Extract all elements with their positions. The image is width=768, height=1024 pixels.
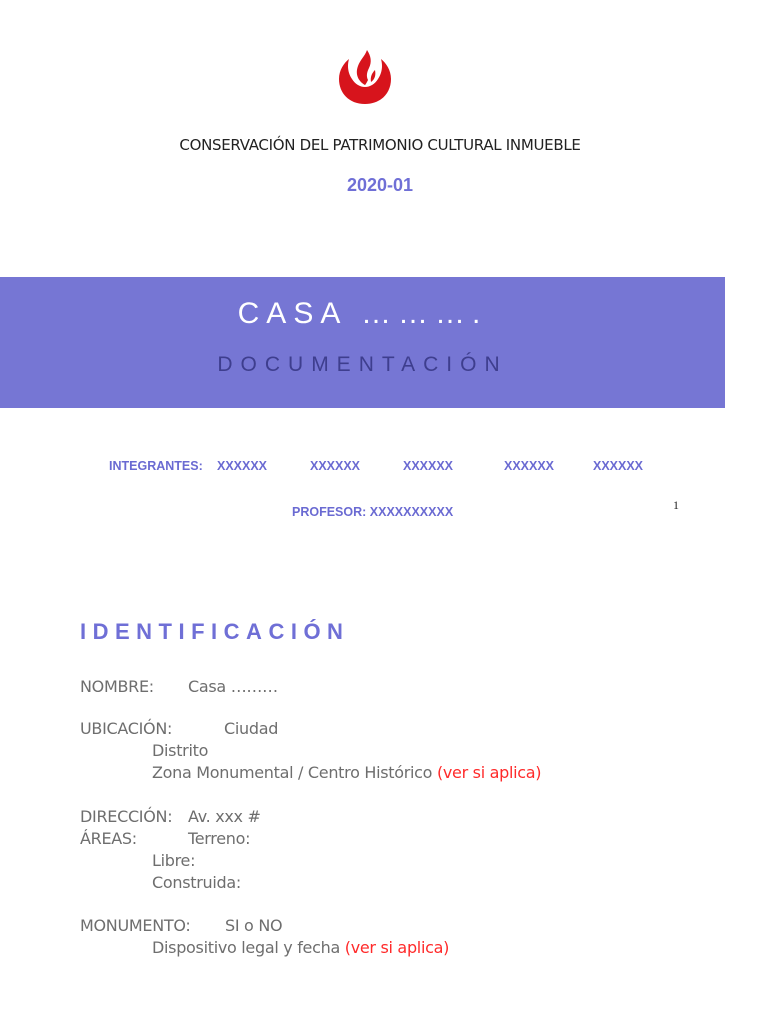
monumento-value: SI o NO [225,916,283,935]
banner-title: CASA ………. [237,297,488,330]
nombre-label: NOMBRE: [80,677,154,696]
member-name: XXXXXX [593,459,644,473]
zona-text: Zona Monumental / Centro Histórico [152,763,433,782]
ubicacion-label: UBICACIÓN: [80,719,173,738]
integrantes-label: INTEGRANTES: [109,459,203,473]
direccion-label: DIRECCIÓN: [80,807,173,826]
member-name: XXXXXX [504,459,555,473]
semester-label: 2020-01 [346,175,414,195]
section-title-identificacion: IDENTIFICACIÓN [80,619,350,644]
ver-si-aplica-note: (ver si aplica) [344,938,450,957]
nombre-value: Casa ……… [188,677,278,696]
ciudad-field: Ciudad [224,719,279,738]
distrito-field: Distrito [152,741,209,760]
course-title: CONSERVACIÓN DEL PATRIMONIO CULTURAL INMUEBLE [179,136,581,154]
monumento-label: MONUMENTO: [80,916,191,935]
libre-field: Libre: [152,851,196,870]
construida-field: Construida: [152,873,241,892]
terreno-field: Terreno: [188,829,251,848]
ver-si-aplica-note: (ver si aplica) [436,763,542,782]
zona-field [152,763,541,782]
direccion-value: Av. xxx # [188,807,261,826]
banner-subtitle: DOCUMENTACIÓN [217,353,508,376]
member-name: XXXXXX [403,459,454,473]
professor-label: PROFESOR: XXXXXXXXXX [292,505,454,519]
areas-label: ÁREAS: [80,829,137,848]
member-name: XXXXXX [310,459,361,473]
member-name: XXXXXX [217,459,268,473]
page-number: 1 [673,498,679,512]
dispositivo-text: Dispositivo legal y fecha [152,938,340,957]
upc-flame-logo-icon [336,48,394,106]
dispositivo-field [152,938,449,957]
